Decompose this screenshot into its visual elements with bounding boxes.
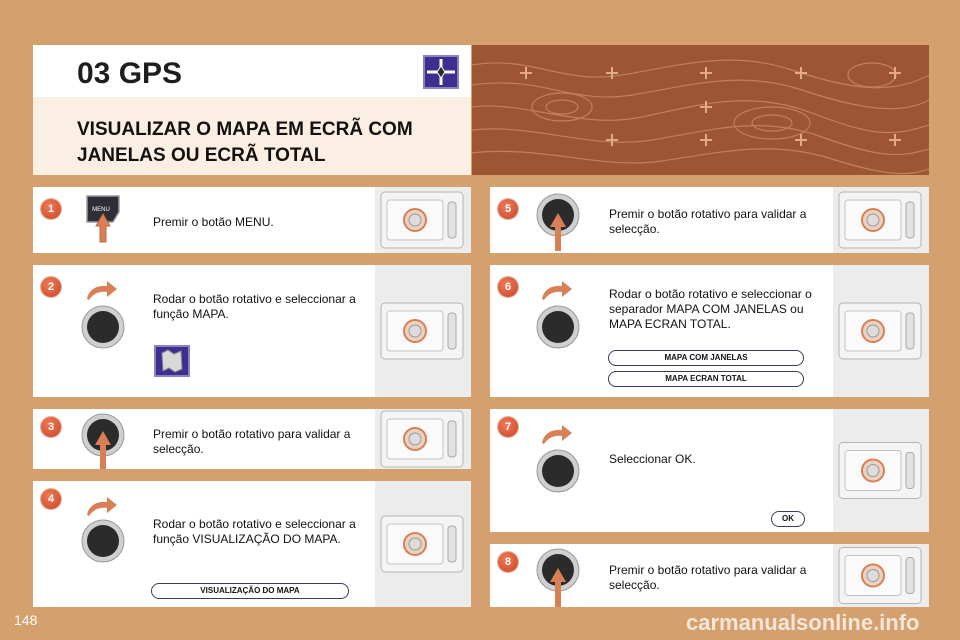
step-number-badge: 2 xyxy=(41,277,61,297)
step-8-text: Premir o botão rotativo para validar a selecção. xyxy=(609,563,807,592)
watermark: carmanualsonline.info xyxy=(686,610,920,635)
step-7-text: Seleccionar OK. xyxy=(609,452,696,466)
control-panel-drawing xyxy=(833,187,929,253)
map-function-icon xyxy=(154,345,190,377)
rotary-knob-icon xyxy=(81,519,125,568)
step-5-text: Premir o botão rotativo para validar a selecção. xyxy=(609,207,807,236)
step-1-text: Premir o botão MENU. xyxy=(153,215,274,229)
rotate-arrow-icon xyxy=(85,279,119,301)
option-visualizacao-do-mapa[interactable]: VISUALIZAÇÃO DO MAPA xyxy=(151,583,349,599)
step-card-2 xyxy=(33,265,471,397)
control-panel-drawing xyxy=(375,265,471,397)
control-panel-thumbnail xyxy=(375,187,471,253)
page-subtitle: VISUALIZAR O MAPA EM ECRÃ COM JANELAS OU ECRÃ TOTAL xyxy=(77,119,413,166)
rotate-arrow-icon xyxy=(540,423,574,445)
gps-icon xyxy=(423,55,459,89)
step-card-8 xyxy=(490,544,929,607)
step-number-badge: 3 xyxy=(41,417,61,437)
rotary-knob-icon xyxy=(536,305,580,354)
control-panel-thumbnail xyxy=(375,409,471,469)
control-panel-drawing xyxy=(833,409,929,532)
step-card-1 xyxy=(33,187,471,253)
control-panel-drawing xyxy=(375,409,471,469)
step-card-3 xyxy=(33,409,471,469)
option-ok[interactable]: OK xyxy=(771,511,805,527)
control-panel-thumbnail xyxy=(375,265,471,397)
step-2-text: Rodar o botão rotativo e seleccionar a função MAPA. xyxy=(153,292,356,321)
step-card-6 xyxy=(490,265,929,397)
control-panel-drawing xyxy=(375,187,471,253)
step-card-7 xyxy=(490,409,929,532)
step-number-badge: 5 xyxy=(498,199,518,219)
step-card-4 xyxy=(33,481,471,607)
rotary-knob-press-icon xyxy=(536,548,580,612)
step-4-text: Rodar o botão rotativo e seleccionar a função VISUALIZAÇÃO DO MAPA. xyxy=(153,517,356,546)
menu-button-icon xyxy=(83,194,123,222)
header xyxy=(33,45,471,175)
control-panel-drawing xyxy=(375,481,471,607)
rotate-arrow-icon xyxy=(85,495,119,517)
step-card-5 xyxy=(490,187,929,253)
control-panel-thumbnail xyxy=(375,481,471,607)
topographic-map-image xyxy=(472,45,929,175)
step-number-badge: 1 xyxy=(41,199,61,219)
option-mapa-com-janelas[interactable]: MAPA COM JANELAS xyxy=(608,350,804,366)
control-panel-drawing xyxy=(833,544,929,607)
rotary-knob-icon xyxy=(81,305,125,354)
rotary-knob-icon xyxy=(536,449,580,498)
option-mapa-ecran-total[interactable]: MAPA ECRAN TOTAL xyxy=(608,371,804,387)
rotary-knob-press-icon xyxy=(81,413,125,474)
rotate-arrow-icon xyxy=(540,279,574,301)
control-panel-thumbnail xyxy=(833,187,929,253)
control-panel-thumbnail xyxy=(833,265,929,397)
menu-key-label: MENU xyxy=(92,207,110,213)
page-number: 148 xyxy=(14,612,38,628)
control-panel-drawing xyxy=(833,265,929,397)
step-number-badge: 8 xyxy=(498,552,518,572)
step-6-text: Rodar o botão rotativo e seleccionar o separador MAPA COM JANELAS ou MAPA ECRAN TOTAL. xyxy=(609,287,812,331)
step-3-text: Premir o botão rotativo para validar a selecção. xyxy=(153,427,351,456)
control-panel-thumbnail xyxy=(833,409,929,532)
step-number-badge: 6 xyxy=(498,277,518,297)
section-title: 03 GPS xyxy=(77,57,183,90)
rotary-knob-press-icon xyxy=(536,193,580,258)
control-panel-thumbnail xyxy=(833,544,929,607)
step-number-badge: 7 xyxy=(498,417,518,437)
step-number-badge: 4 xyxy=(41,489,61,509)
